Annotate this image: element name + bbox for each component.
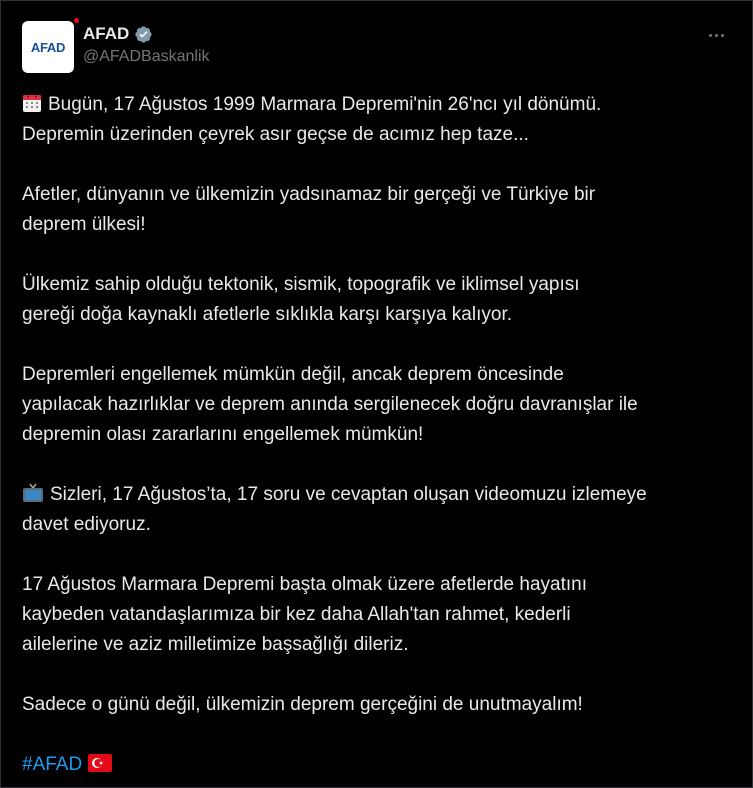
post-paragraph [22,180,742,240]
post-line: Depremin üzerinden çeyrek asır geçse de acımız hep taze... [22,124,529,145]
display-name[interactable]: AFAD [83,24,130,43]
post-paragraph [22,690,742,720]
post-header [22,21,734,73]
more-dot-icon [709,34,712,37]
hashtag-line [22,750,742,780]
post-line: depremin olası zararlarını engellemek mümkün! [22,424,424,445]
avatar-logo-text: AFAD [30,39,66,55]
post-paragraph [22,360,742,450]
post-line: 17 Ağustos Marmara Depremi başta olmak üzere afetlerde hayatını [22,574,588,595]
post-paragraph [22,270,742,330]
calendar-icon [22,93,42,113]
post-line: Depremleri engellemek mümkün değil, ancak deprem öncesinde [22,364,564,385]
post-paragraph [22,570,742,660]
more-dot-icon [721,34,724,37]
post-paragraph [22,480,742,540]
author-info [83,22,210,66]
handle[interactable]: @AFADBaskanlik [83,48,210,65]
hashtag-paragraph [22,750,742,780]
post-line-text: Sizleri, 17 Ağustos’ta, 17 soru ve cevaptan oluşan videomuzu izlemeye [50,484,647,505]
post-line: Afetler, dünyanın ve ülkemizin yadsınamaz bir gerçeği ve Türkiye bir [22,184,596,205]
post-line: ailelerine ve aziz milletimize başsağlığı dileriz. [22,634,409,655]
more-options-button[interactable] [704,23,728,47]
post-line: davet ediyoruz. [22,514,151,535]
display-name-row [83,22,210,46]
post-line-text: Bugün, 17 Ağustos 1999 Marmara Depremi'nin 26'ncı yıl dönümü. [48,94,602,115]
post-line [22,90,742,120]
verified-icon [134,25,153,44]
post-text [22,90,742,780]
post-paragraph [22,90,742,150]
post-line: yapılacak hazırlıklar ve deprem anında sergilenecek doğru davranışlar ile [22,394,638,415]
post-line: deprem ülkesi! [22,214,146,235]
post-line [22,480,742,510]
post-line: kaybeden vatandaşlarımıza bir kez daha Allah'tan rahmet, kederli [22,604,571,625]
post-line: gereği doğa kaynaklı afetlerle sıklıkla karşı karşıya kalıyor. [22,304,513,325]
turkey-flag-icon [88,754,112,772]
avatar-logo-dot [74,18,79,23]
avatar[interactable] [22,21,74,73]
post-line: Ülkemiz sahip olduğu tektonik, sismik, topografik ve iklimsel yapısı [22,274,580,295]
hashtag-link[interactable]: #AFAD [22,754,83,775]
post-line: Sadece o günü değil, ülkemizin deprem gerçeğini de unutmayalım! [22,694,583,715]
tv-icon [22,483,44,503]
more-dot-icon [715,34,718,37]
